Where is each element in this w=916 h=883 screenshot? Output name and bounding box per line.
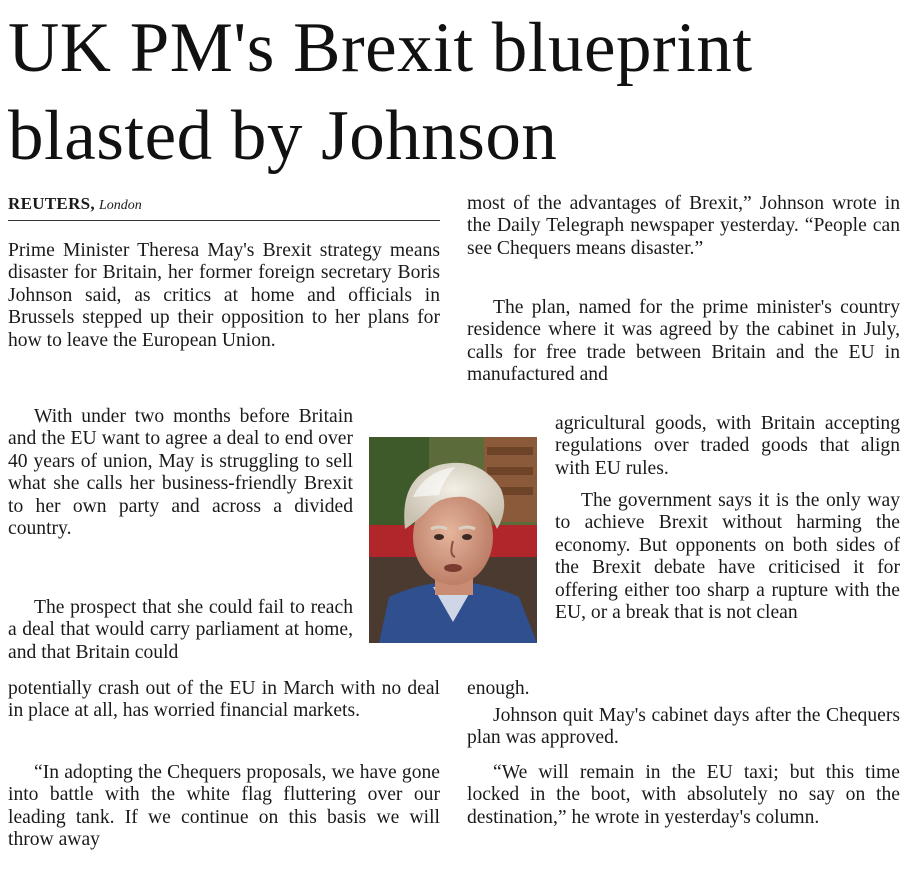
headline-line-1: UK PM's Brexit blueprint bbox=[8, 9, 753, 87]
paragraph-3b: potentially crash out of the EU in March with no deal in place at all, has worried financial markets. bbox=[8, 678, 440, 722]
boris-johnson-photo bbox=[369, 437, 537, 643]
headline-line-2: blasted by Johnson bbox=[8, 97, 558, 175]
byline bbox=[8, 194, 440, 221]
paragraph-1: Prime Minister Theresa May's Brexit strategy means disaster for Britain, her former foreign secretary Boris Johnson said, as critics at home and officials in Brussels stepped up their opposition to her plans for how to leave the European Union. bbox=[8, 240, 440, 351]
paragraph-9: “We will remain in the EU taxi; but this time locked in the boot, with absolutely no say on the destination,” he wrote in yesterday's column. bbox=[467, 762, 900, 828]
paragraph-4: “In adopting the Chequers proposals, we have gone into battle with the white flag fluttering over our leading tank. If we continue on this basis we will throw away bbox=[8, 762, 440, 851]
headline bbox=[8, 4, 908, 180]
byline-dateline: London bbox=[98, 198, 142, 213]
paragraph-8: Johnson quit May's cabinet days after the Chequers plan was approved. bbox=[467, 705, 900, 749]
paragraph-7a: The government says it is the only way to achieve Brexit without harming the economy. But opponents on both sides of the Brexit debate have criticised it for offering either too sharp a rupture with the EU, or a break that is not clean bbox=[555, 490, 900, 624]
byline-agency: REUTERS, bbox=[8, 194, 95, 213]
paragraph-6b: agricultural goods, with Britain accepting regulations over traded goods that align with EU rules. bbox=[555, 413, 900, 479]
paragraph-7b: enough. bbox=[467, 678, 530, 699]
paragraph-6a: The plan, named for the prime minister's country residence where it was agreed by the cabinet in July, calls for free trade between Britain and the EU in manufactured and bbox=[467, 297, 900, 386]
paragraph-2: With under two months before Britain and the EU want to agree a deal to end over 40 years of union, May is struggling to sell what she calls her business-friendly Brexit to her own party and across a divided country. bbox=[8, 406, 353, 540]
paragraph-5: most of the advantages of Brexit,” Johnson wrote in the Daily Telegraph newspaper yesterday. “People can see Chequers means disaster.” bbox=[467, 193, 900, 259]
paragraph-3a: The prospect that she could fail to reach a deal that would carry parliament at home, and that Britain could bbox=[8, 597, 353, 663]
